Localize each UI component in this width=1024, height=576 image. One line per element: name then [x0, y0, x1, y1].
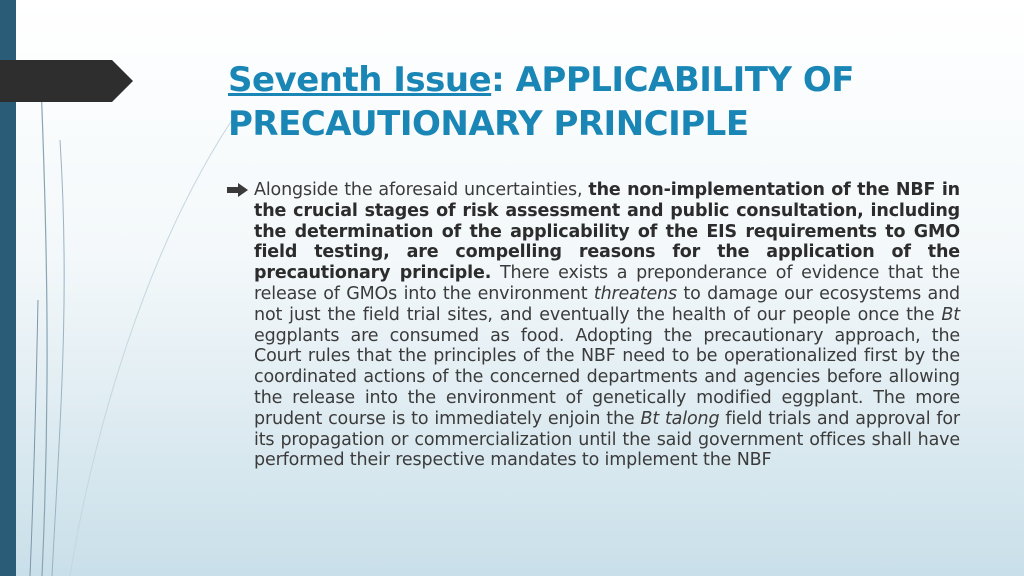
body-text: field trials and approval for its propagation or commercialization until the said government offices shall have performed their respective mandates to implement the NBF	[254, 408, 960, 471]
slide-title	[228, 58, 968, 146]
body-paragraph	[254, 180, 960, 471]
body-italic-text: Bt	[941, 304, 960, 325]
body-text: eggplants are consumed as food. Adopting the precautionary approach, the Court rules that the principles of the NBF need to be operationalized first by the coordinated actions of the concerned departments and agencies before allowing the release into the environment of genetically modified eggplant. The more prudent course is to immediately enjoin the	[254, 325, 960, 429]
body-text: to damage our ecosystems and not just the field trial sites, and eventually the health of our people once the	[254, 283, 960, 325]
body-text: Alongside the aforesaid uncertainties,	[254, 180, 589, 200]
body-text: There exists a preponderance of evidence that the release of GMOs into the environment	[254, 263, 960, 304]
arrow-right-icon	[227, 183, 249, 197]
body-italic-text: Bt talong	[640, 408, 720, 429]
title-rest: APPLICABILITY OF PRECAUTIONARY PRINCIPLE	[228, 60, 855, 144]
body-italic-text: threatens	[593, 283, 677, 304]
body-bold-text: the non-implementation of the NBF in the crucial stages of risk assessment and public consultation, including the determination of the applicability of the EIS requirements to GMO field testing, are compelling reasons for the application of the precautionary principle.	[254, 180, 960, 284]
title-separator: :	[491, 60, 516, 100]
title-link[interactable]: Seventh Issue	[228, 60, 492, 100]
title-tab-marker	[0, 60, 133, 102]
